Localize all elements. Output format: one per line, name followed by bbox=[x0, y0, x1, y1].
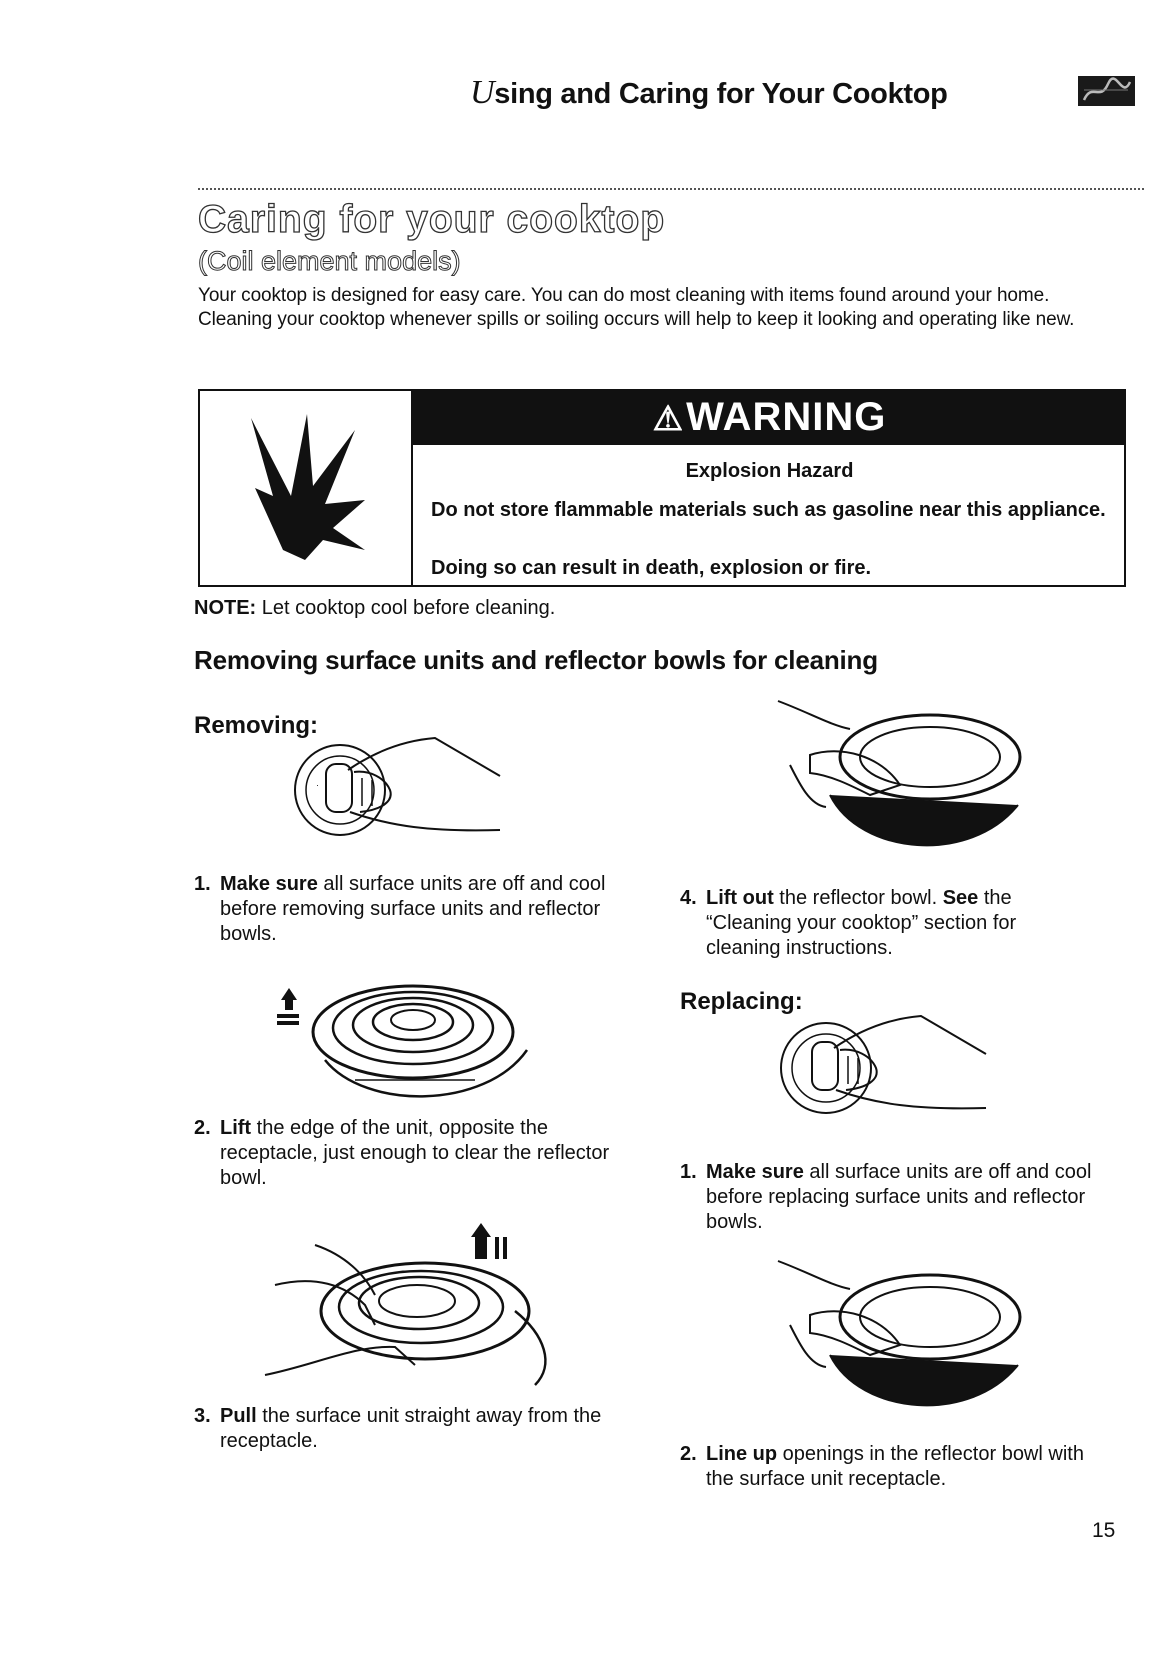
step-number: 1. bbox=[680, 1161, 697, 1183]
control-knob-illustration bbox=[290, 728, 530, 858]
step-bold: Line up bbox=[706, 1443, 778, 1465]
step-body bbox=[220, 1404, 614, 1454]
warning-line-2: Doing so can result in death, explosion or fire. bbox=[431, 557, 872, 579]
step-body bbox=[220, 1116, 614, 1191]
header-rule bbox=[198, 188, 1144, 190]
warning-hazard: Explosion Hazard bbox=[685, 460, 854, 482]
step-bold: Make sure bbox=[220, 873, 318, 895]
note-label: NOTE: bbox=[194, 597, 257, 619]
replacing-heading: Replacing: bbox=[680, 988, 803, 1015]
page-title: Caring for your cooktop bbox=[198, 198, 666, 241]
reflector-bowl-lift-illustration bbox=[770, 695, 1040, 875]
replacing-step-2 bbox=[680, 1442, 1120, 1502]
removing-step-3 bbox=[194, 1404, 614, 1464]
removing-heading: Removing: bbox=[194, 712, 319, 739]
step-text: all surface units are off and cool before removing surface units and reflector bowls. bbox=[220, 873, 606, 945]
coil-element-lift-illustration bbox=[265, 970, 565, 1120]
removing-step-1 bbox=[194, 872, 614, 952]
step-body bbox=[220, 872, 614, 947]
step-body bbox=[706, 886, 1066, 961]
page-number: 15 bbox=[1092, 1519, 1116, 1542]
step-number: 4. bbox=[680, 887, 697, 909]
step-bold: Lift out bbox=[706, 887, 774, 909]
page-subtitle: (Coil element models) bbox=[198, 246, 461, 276]
explosion-icon bbox=[215, 400, 395, 580]
step-number: 2. bbox=[680, 1443, 697, 1465]
replacing-step-1 bbox=[680, 1160, 1120, 1240]
header-title bbox=[470, 74, 948, 112]
control-knob-illustration-2 bbox=[776, 1006, 1016, 1136]
warning-title-text: WARNING bbox=[686, 395, 887, 439]
page-header bbox=[470, 74, 1070, 124]
step-text: the reflector bowl. bbox=[773, 887, 943, 909]
step-body bbox=[706, 1160, 1106, 1235]
step-bold: Pull bbox=[220, 1405, 257, 1427]
reflector-bowl-replace-illustration bbox=[770, 1255, 1040, 1435]
warning-symbol-icon: ⚠ bbox=[652, 400, 685, 438]
section-logo-icon bbox=[1078, 76, 1135, 106]
step-number: 3. bbox=[194, 1405, 211, 1427]
coil-element-pull-illustration bbox=[255, 1215, 585, 1395]
removing-step-4 bbox=[680, 886, 1100, 966]
step-text: the edge of the unit, opposite the receptacle, just enough to clear the reflector bowl. bbox=[220, 1117, 610, 1189]
section-heading: Removing surface units and reflector bowls for cleaning bbox=[194, 645, 878, 675]
intro-paragraph: Your cooktop is designed for easy care. You can do most cleaning with items found around your home. Cleaning your cooktop whenever spills or soiling occurs will help to keep it looking and operating like new. bbox=[198, 285, 1075, 330]
header-title-initial: U bbox=[470, 74, 495, 111]
svg-text:·: · bbox=[316, 780, 319, 790]
step-bold: Make sure bbox=[706, 1161, 804, 1183]
step-body bbox=[706, 1442, 1106, 1492]
step-text-2: the “Cleaning your cooktop” section for cleaning instructions. bbox=[706, 887, 1017, 959]
removing-step-2 bbox=[194, 1116, 614, 1196]
step-bold: Lift bbox=[220, 1117, 252, 1139]
step-text: openings in the reflector bowl with the surface unit receptacle. bbox=[706, 1443, 1084, 1490]
step-number: 2. bbox=[194, 1117, 211, 1139]
header-title-rest: sing and Caring for Your Cooktop bbox=[494, 78, 948, 110]
warning-line-1: Do not store flammable materials such as gasoline near this appliance. bbox=[431, 499, 1106, 521]
step-bold-2: See bbox=[942, 887, 979, 909]
note bbox=[194, 597, 555, 620]
step-text: all surface units are off and cool before replacing surface units and reflector bowls. bbox=[706, 1161, 1092, 1233]
warning-title bbox=[413, 389, 1126, 445]
step-number: 1. bbox=[194, 873, 211, 895]
step-text: the surface unit straight away from the receptacle. bbox=[220, 1405, 602, 1452]
note-text: Let cooktop cool before cleaning. bbox=[261, 597, 556, 619]
